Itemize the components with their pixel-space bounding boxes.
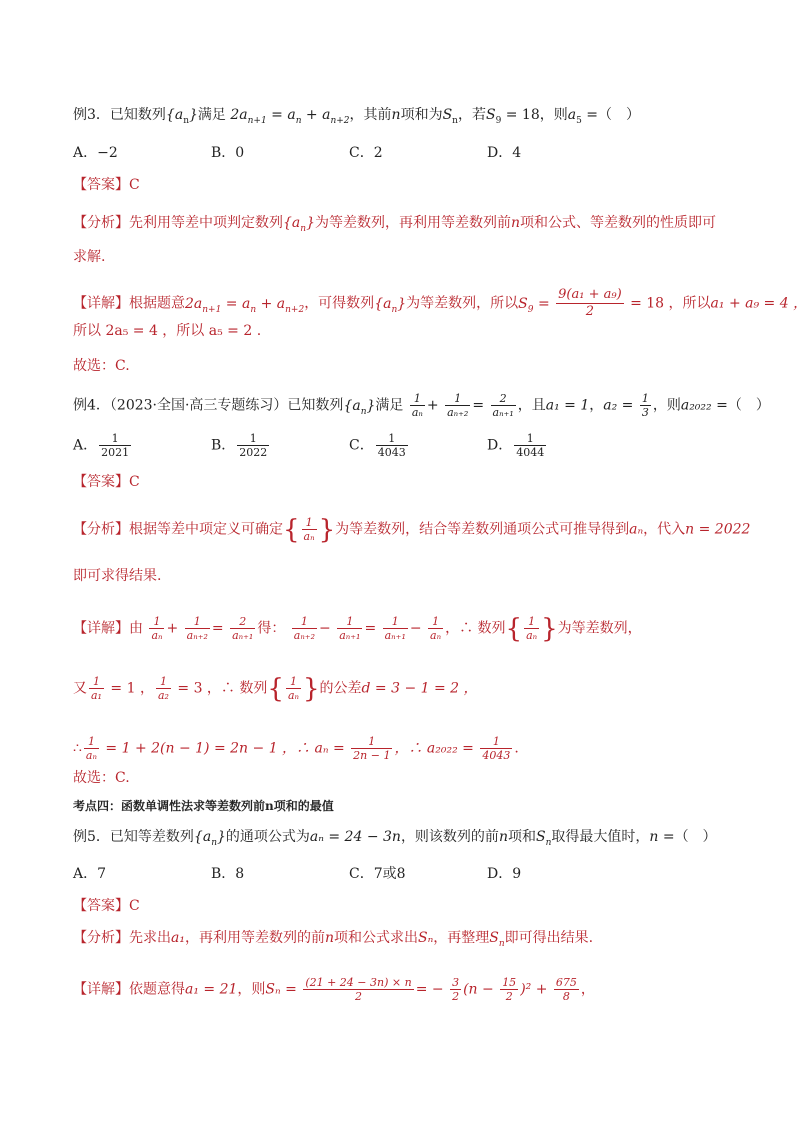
ex4-detail-1: 【详解】由 $\frac{1}{\text{aₙ}}$ + $\frac{1}{\text{aₙ₊₂}}$ = $\frac{2}{\text{aₙ₊₁}}$ 得： $\frac{1}{\text{aₙ₊₂}}$ − $\frac{1}{\text{aₙ₊₁}}$ = $\frac{1}{\text{aₙ₊₁}}$ − $\frac{1}{\text{aₙ}}$ ，∴ 数列{ $\frac{1}{\text{aₙ}}$ }为等差数列， [73,613,642,644]
ex3-analysis-cont: 求解. [73,249,106,265]
ex4-detail-2: 又 $\frac{1}{\text{a₁}}$ = 1 ， $\frac{1}{\text{a₂}}$ = 3 ，∴ 数列{ $\frac{1}{\text{aₙ}}$ }的公差d = 3 − 1 = 2 ， [73,673,478,704]
ex3-answer: 【答案】C [73,177,140,193]
ex5-option-d: D．9 [487,866,522,882]
ex3-detail: 【详解】根据题意$2a_{n+1} = a_n + a_{n+2}$，可得数列$\{a_n\}$为等差数列，所以$S_9$ = $\frac{\text{9(a₁ + a₉)}}{2}$ = 18 ，所以a₁ + a₉ = 4 ， [73,287,807,319]
section-heading: 考点四：函数单调性法求等差数列前n项和的最值 [73,799,334,813]
ex3-conclusion: 故选：C. [73,358,130,374]
ex3-option-a: A．−2 [73,145,118,161]
ex5-answer: 【答案】C [73,898,140,914]
ex5-option-c: C．7或8 [349,866,406,882]
ex3-detail-cont: 所以 2a₅ = 4 ，所以 a₅ = 2 . [73,323,262,339]
ex4-option-c: C． $\frac{1}{4043}$ [349,432,406,459]
ex5-question: 例5．已知等差数列$\{a_n\}$的通项公式为aₙ = 24 − 3n，则该数列的前n项和$S_n$取得最大值时，n =（ ） [73,829,717,848]
ex3-option-b: B．0 [211,145,245,161]
ex4-option-a: A． $\frac{1}{2021}$ [73,432,130,459]
ex3-option-d: D．4 [487,145,522,161]
ex4-analysis: 【分析】根据等差中项定义可确定{ $\frac{1}{\text{aₙ}}$ }为等差数列，结合等差数列通项公式可推导得到aₙ，代入n = 2022 [73,514,751,545]
ex3-question: 例3．已知数列$\{a_n\}$满足 $2a_{n+1} = a_n + a_{n+2}$，其前n项和为$S_n$，若$S_9 = 18$，则$a_5$ =（ ） [73,107,641,126]
ex4-answer: 【答案】C [73,474,140,490]
ex4-option-d: D． $\frac{1}{4044}$ [487,432,545,459]
s9-fraction: $\frac{\text{9(a₁ + a₉)}}{2}$ [558,287,622,319]
ex4-option-b: B． $\frac{1}{2022}$ [211,432,268,459]
ex4-conclusion: 故选：C. [73,770,130,786]
ex5-detail: 【详解】依题意得a₁ = 21，则Sₙ = $\frac{(21 + 24 - 3n) \times n}{2}$ = − $\frac{3}{2}$ (n − $\frac{15}{2}$ )² + $\frac{675}{8}$ ， [73,976,595,1003]
ex3-option-c: C．2 [349,145,383,161]
ex4-detail-3: ∴ $\frac{1}{\text{aₙ}}$ = 1 + 2(n − 1) = 2n − 1 ，∴ aₙ = $\frac{1}{2n - 1}$ ，∴ a₂₀₂₂ = $\frac{1}{4043}$ . [73,735,519,762]
ex4-analysis-cont: 即可求得结果. [73,568,162,584]
ex3-analysis: 【分析】先利用等差中项判定数列$\{a_n\}$为等差数列，再利用等差数列前n项和公式、等差数列的性质即可 [73,215,717,234]
ex5-option-a: A．7 [73,866,107,882]
ex4-question: 例4．（2023·全国·高三专题练习）已知数列$\{a_n\}$满足 $\frac{1}{\text{aₙ}}$ + $\frac{1}{\text{aₙ₊₂}}$ = $\frac{2}{\text{aₙ₊₁}}$ ，且a₁ = 1，a₂ = $\frac{1}{3}$ ，则a₂₀₂₂ =（ ） [73,392,770,419]
ex5-option-b: B．8 [211,866,245,882]
ex5-analysis: 【分析】先求出a₁，再利用等差数列的前n项和公式求出Sₙ，再整理$S_n$即可得出结果. [73,930,594,949]
